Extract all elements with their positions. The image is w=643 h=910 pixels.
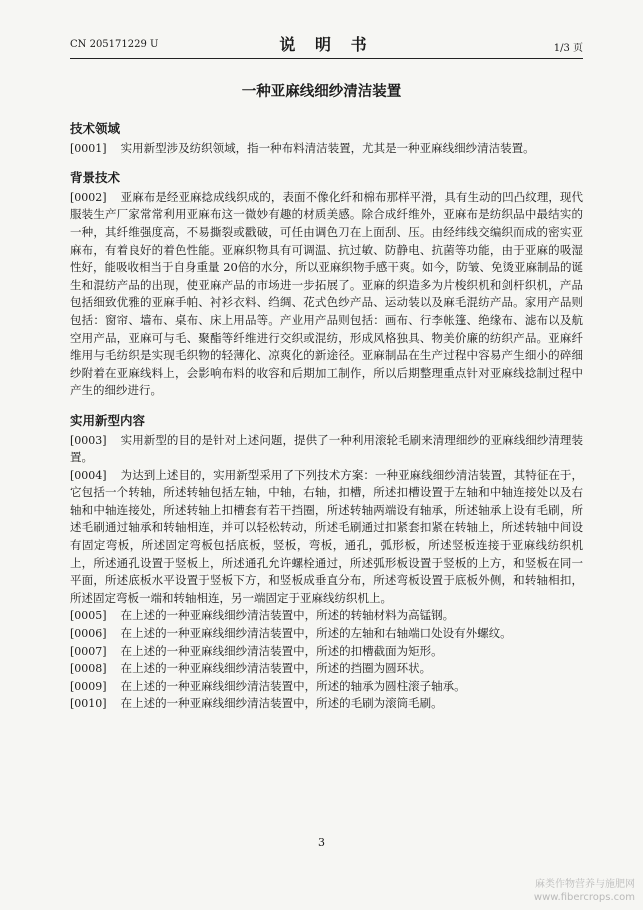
section <box>70 120 583 157</box>
paragraph-text: 亚麻布是经亚麻捻成线织成的，表面不像化纤和棉布那样平滑，具有生动的凹凸纹理，现代服装生产厂家常常利用亚麻布这一微妙有趣的材质美感。除合成纤维外，亚麻布是纺织品中最结实的一种，其纤维强度高，不易撕裂或戳破，可任由调色刀在上面刮、压。由经纬线交编织而成的密实亚麻布，有着良好的着色性能。亚麻织物具有可调温、抗过敏、防静电、抗菌等功能，由于亚麻的吸湿性好，能吸收相当于自身重量 20倍的水分，所以亚麻织物手感干爽。如今，防皱、免烫亚麻制品的诞生和混纺产品的出现，使亚麻产品的市场进一步拓展了。亚麻的织造多为片梭织机和剑杆织机，产品包括细致优雅的亚麻手帕、衬衫衣料、绉绸、花式色纱产品、运动装以及麻毛混纺产品。家用产品则包括：窗帘、墙布、桌布、床上用品等。产业用产品则包括：画布、行李帐篷、绝缘布、滤布以及航空用产品，亚麻可与毛、聚酯等纤维进行交织或混纺，形成风格独具、物美价廉的纺织产品。亚麻纤维用与毛纺织是实现毛织物的轻薄化、凉爽化的新途径。亚麻制品在生产过程中容易产生细小的碎细纱附着在亚麻线料上，会影响布料的收容和后期加工制作，所以后期整理重点针对亚麻线捻制过程中产生的细纱进行。 <box>70 189 583 398</box>
paragraph-number: [0007] <box>70 644 107 658</box>
page-count: 1/3 页 <box>553 43 583 54</box>
watermark-url: www.fibercrops.com <box>533 892 635 903</box>
paragraph-text: 为达到上述目的，实用新型采用了下列技术方案：一种亚麻线细纱清洁装置，其特征在于，它包括一个转轴，所述转轴包括左轴，中轴，右轴，扣槽，所述扣槽设置于左轴和中轴连接处以及右轴和中轴连接处，所述转轴上扣槽套有若干挡圈，所述转轴两端设有轴承，所述轴承上设有毛刷，所述毛刷通过轴承和转轴相连，并可以轻松转动，所述毛刷通过扣紧套扣紧在转轴上，所述转轴中间设有固定弯板，所述固定弯板包括底板，竖板，弯板，通孔，弧形板，所述竖板连接于亚麻线纺织机上，所述通孔设置于竖板上，所述通孔允许螺栓通过，所述弧形板设置于竖板的上方，和竖板在同一平面，所述底板水平设置于竖板下方，和竖板成垂直分布，所述弯板设置于底板外侧，和转轴相扣，所述固定弯板一端和转轴相连，另一端固定于亚麻线纺织机上。 <box>70 467 583 605</box>
document-body <box>70 112 583 713</box>
paragraph-number: [0002] <box>70 190 107 204</box>
paragraph-number: [0003] <box>70 433 107 447</box>
header-rule <box>70 58 583 59</box>
paragraph-text: 在上述的一种亚麻线细纱清洁装置中，所述的轴承为圆柱滚子轴承。 <box>120 678 466 693</box>
paragraph-text: 在上述的一种亚麻线细纱清洁装置中，所述的转轴材料为高锰钢。 <box>120 608 455 623</box>
section-heading: 背景技术 <box>70 170 121 186</box>
paragraph-number: [0010] <box>70 697 107 711</box>
paragraph <box>70 660 583 678</box>
doc-number: CN 205171229 U <box>70 39 159 50</box>
document-title: 一种亚麻线细纱清洁装置 <box>241 83 402 100</box>
paragraph-text: 在上述的一种亚麻线细纱清洁装置中，所述的毛刷为滚筒毛刷。 <box>120 696 443 711</box>
paragraph-number: [0005] <box>70 609 107 623</box>
paragraph-number: [0001] <box>70 141 107 155</box>
paragraph <box>70 695 583 713</box>
watermark-line: 麻类作物营养与施肥网 <box>535 879 635 890</box>
page-number: 3 <box>318 836 325 849</box>
paragraph <box>70 467 583 608</box>
page-header <box>70 34 583 56</box>
watermark <box>534 878 635 904</box>
paragraph-text: 实用新型涉及纺织领域，指一种布料清洁装置，尤其是一种亚麻线细纱清洁装置。 <box>120 140 535 155</box>
paragraph <box>70 432 583 467</box>
section <box>70 412 583 713</box>
paragraph-text: 在上述的一种亚麻线细纱清洁装置中，所述的挡圈为圆环状。 <box>120 661 432 676</box>
paragraph-text: 在上述的一种亚麻线细纱清洁装置中，所述的扣槽截面为矩形。 <box>120 643 443 658</box>
paragraph-number: [0008] <box>70 662 107 676</box>
paragraph <box>70 643 583 661</box>
section-heading: 技术领域 <box>70 121 121 136</box>
paragraph-number: [0004] <box>70 468 107 482</box>
section-heading: 实用新型内容 <box>70 412 146 428</box>
paragraph-number: [0006] <box>70 627 107 641</box>
paragraph <box>70 678 583 696</box>
paragraph <box>70 140 583 158</box>
paragraph-number: [0009] <box>70 679 107 693</box>
paragraph <box>70 625 583 643</box>
doc-type: 说 明 书 <box>279 35 374 54</box>
paragraph <box>70 607 583 625</box>
paragraph <box>70 189 583 400</box>
paragraph-text: 实用新型的目的是针对上述问题，提供了一种利用滚轮毛刷来清理细纱的亚麻线细纱清理装置。 <box>70 432 583 465</box>
section <box>70 169 583 400</box>
paragraph-text: 在上述的一种亚麻线细纱清洁装置中，所述的左轴和右轴端口处设有外螺纹。 <box>120 626 512 641</box>
